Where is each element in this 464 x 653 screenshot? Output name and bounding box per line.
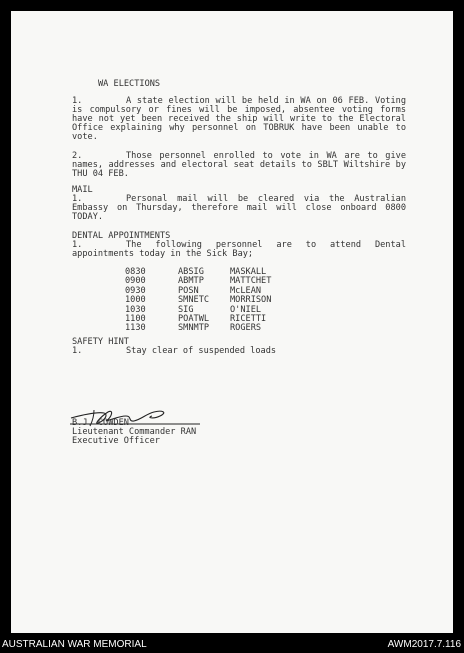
paragraph-text: The following personnel are to attend Dental appointments today in the Sick Bay; — [72, 240, 406, 259]
paragraph-number: 1. — [72, 346, 83, 356]
dental-heading: DENTAL APPOINTMENTS — [72, 231, 171, 241]
mail-heading: MAIL — [72, 185, 93, 195]
appointment-time: 0900 — [125, 276, 146, 287]
personnel-name: McLEAN — [230, 285, 262, 296]
personnel-rank: SMNETC — [178, 295, 210, 306]
personnel-name: ROGERS — [230, 323, 262, 334]
appointment-time: 1100 — [125, 314, 146, 325]
personnel-rank: POATWL — [178, 314, 210, 325]
paragraph-text: Stay clear of suspended loads — [126, 346, 277, 356]
paragraph-text: Those personnel enrolled to vote in WA are to give names, addresses and electoral seat details to SBLT Wiltshire by THU 04 FEB. — [72, 151, 406, 179]
personnel-name: RICETTI — [230, 314, 267, 325]
paragraph-number: 2. — [72, 151, 83, 161]
document-page — [11, 11, 453, 633]
personnel-name: MASKALL — [230, 267, 267, 277]
wa-elections-paragraph-1 — [72, 97, 406, 142]
signatory-title: Executive Officer — [72, 436, 160, 446]
signatory-rank: Lieutenant Commander RAN — [72, 427, 197, 437]
wa-elections-heading: WA ELECTIONS — [98, 79, 161, 89]
footer-accession-number: AWM2017.7.116 — [387, 639, 461, 650]
dental-paragraph-1 — [72, 241, 406, 259]
safety-hint-heading: SAFETY HINT — [72, 337, 129, 347]
appointment-time: 0830 — [125, 267, 146, 277]
roster-row — [125, 324, 271, 333]
personnel-name: MORRISON — [230, 295, 272, 306]
appointment-time: 1000 — [125, 295, 146, 306]
personnel-rank: SMNMTP — [178, 323, 210, 334]
paragraph-text: Personal mail will be cleared via the Australian Embassy on Thursday, therefore mail will close onboard 0800 TODAY. — [72, 194, 406, 222]
signatory-name: B.J. COWDEN — [72, 418, 129, 428]
personnel-name: O'NIEL — [230, 304, 262, 315]
appointment-time: 1130 — [125, 323, 146, 334]
paragraph-number: 1. — [72, 96, 83, 106]
paragraph-number: 1. — [72, 240, 83, 250]
wa-elections-paragraph-2 — [72, 152, 406, 179]
personnel-rank: POSN — [178, 285, 199, 296]
safety-paragraph-1 — [72, 347, 406, 356]
paragraph-text: A state election will be held in WA on 06 FEB. Voting is compulsory or fines will be imposed, absentee voting forms have not yet been received the ship will write to the Electoral Office explaining why personnel on TOBRUK have been unable to vote. — [72, 96, 406, 142]
personnel-rank: ABSIG — [178, 267, 204, 277]
paragraph-number: 1. — [72, 194, 83, 204]
appointment-time: 1030 — [125, 304, 146, 315]
mail-paragraph-1 — [72, 195, 406, 222]
dental-roster-table — [125, 268, 271, 334]
personnel-name: MATTCHET — [230, 276, 272, 287]
personnel-rank: ABMTP — [178, 276, 204, 287]
personnel-rank: SIG — [178, 304, 194, 315]
footer-institution: AUSTRALIAN WAR MEMORIAL — [2, 639, 147, 650]
appointment-time: 0930 — [125, 285, 146, 296]
